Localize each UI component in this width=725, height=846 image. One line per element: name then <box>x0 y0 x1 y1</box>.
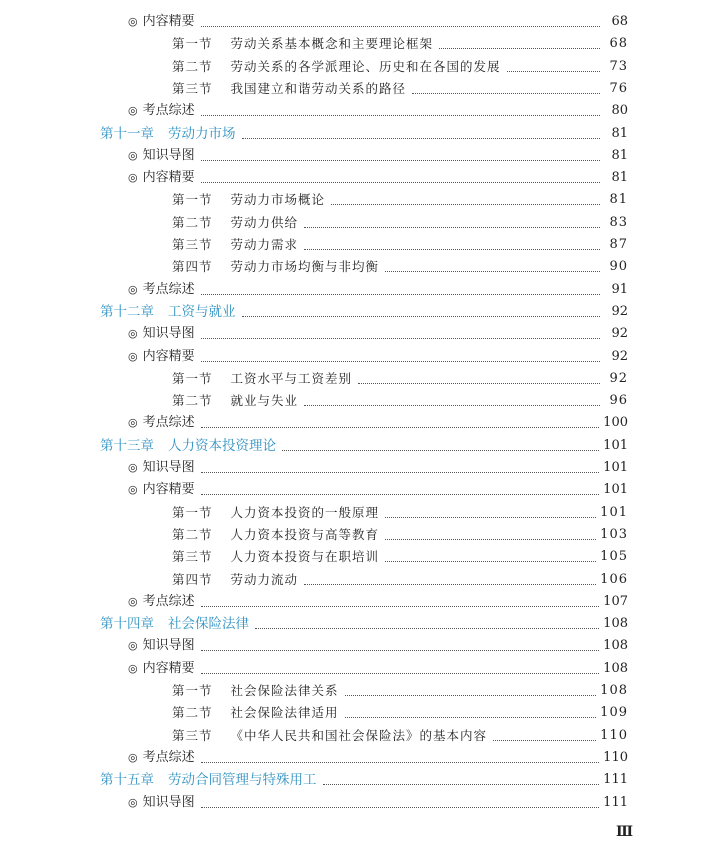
entry-page-number: 110 <box>600 727 628 743</box>
entry-page-number: 105 <box>600 549 628 565</box>
page-number: Ⅲ <box>616 824 633 840</box>
entry-number: 第三节 <box>172 549 213 565</box>
entry-page-number: 92 <box>609 370 628 386</box>
entry-page-number: 68 <box>611 14 628 29</box>
dot-leader <box>201 181 600 183</box>
entry-title: 考点综述 <box>142 593 195 609</box>
entry-title: 考点综述 <box>142 103 195 119</box>
dot-leader <box>493 739 596 741</box>
entry-page-number: 100 <box>603 415 628 431</box>
toc-entry-item[interactable] <box>128 142 628 164</box>
entry-page-number: 87 <box>609 237 628 252</box>
dot-leader <box>201 649 600 651</box>
dot-leader <box>201 337 600 339</box>
entry-title: 社会保险法律 <box>168 616 249 633</box>
entry-title: 劳动合同管理与特殊用工 <box>168 772 317 789</box>
entry-number: 第二节 <box>172 705 213 721</box>
dot-leader <box>358 382 600 384</box>
entry-number: 第十四章 <box>100 616 154 633</box>
entry-number: 第二节 <box>172 214 213 230</box>
bullet-icon: ◎ <box>128 594 138 608</box>
dot-leader <box>385 560 596 562</box>
dot-leader <box>323 783 600 785</box>
toc-entry-item[interactable] <box>128 276 628 298</box>
toc-entry-section[interactable] <box>172 209 628 231</box>
toc-entry-section[interactable] <box>172 387 628 409</box>
bullet-icon: ◎ <box>128 750 138 764</box>
entry-page-number: 110 <box>603 749 628 765</box>
toc-entry-item[interactable] <box>128 97 628 119</box>
toc-entry-item[interactable] <box>128 588 628 610</box>
entry-title: 劳动力供给 <box>230 214 299 230</box>
toc-entry-chapter[interactable] <box>100 766 628 788</box>
toc-entry-section[interactable] <box>172 521 628 543</box>
dot-leader <box>242 137 601 139</box>
entry-page-number: 101 <box>600 504 628 520</box>
entry-title: 考点综述 <box>142 281 195 297</box>
entry-number: 第十一章 <box>100 125 154 142</box>
entry-title: 社会保险法律适用 <box>230 705 339 721</box>
toc-entry-section[interactable] <box>172 30 628 52</box>
dot-leader <box>201 159 600 161</box>
entry-title: 知识导图 <box>142 794 195 810</box>
dot-leader <box>385 538 596 540</box>
dot-leader <box>201 293 600 295</box>
entry-number: 第一节 <box>172 370 213 386</box>
entry-title: 内容精要 <box>142 482 195 498</box>
entry-title: 《中华人民共和国社会保险法》的基本内容 <box>230 727 488 743</box>
bullet-icon: ◎ <box>128 171 138 185</box>
dot-leader <box>439 47 600 49</box>
toc-entry-section[interactable] <box>172 253 628 275</box>
entry-title: 社会保险法律关系 <box>230 683 339 698</box>
entry-number: 第一节 <box>172 192 213 208</box>
entry-page-number: 81 <box>611 170 628 186</box>
dot-leader <box>201 806 600 808</box>
entry-title: 人力资本投资的一般原理 <box>230 504 380 520</box>
entry-number: 第二节 <box>172 393 213 409</box>
entry-number: 第二节 <box>172 526 213 542</box>
toc-entry-item[interactable] <box>128 409 628 431</box>
entry-page-number: 90 <box>609 259 628 275</box>
entry-page-number: 92 <box>611 303 628 319</box>
entry-number: 第三节 <box>172 80 213 96</box>
entry-title: 知识导图 <box>142 326 195 342</box>
toc-entry-section[interactable] <box>172 677 628 699</box>
dot-leader <box>201 114 600 116</box>
toc-entry-section[interactable] <box>172 365 628 387</box>
entry-page-number: 103 <box>600 526 628 542</box>
dot-leader <box>304 248 600 250</box>
entry-title: 考点综述 <box>142 415 195 431</box>
dot-leader <box>201 605 600 607</box>
entry-title: 内容精要 <box>142 170 195 186</box>
entry-title: 我国建立和谐劳动关系的路径 <box>230 80 407 96</box>
entry-page-number: 81 <box>609 192 628 208</box>
entry-number: 第一节 <box>172 504 213 520</box>
toc-entry-item[interactable] <box>128 744 628 766</box>
dot-leader <box>201 493 600 495</box>
entry-page-number: 80 <box>611 103 628 119</box>
entry-title: 就业与失业 <box>230 393 299 409</box>
bullet-icon: ◎ <box>128 104 138 118</box>
entry-title: 知识导图 <box>142 638 195 654</box>
entry-title: 工资水平与工资差别 <box>230 370 353 386</box>
toc-entry-section[interactable] <box>172 53 628 75</box>
toc-entry-section[interactable] <box>172 543 628 565</box>
dot-leader <box>201 360 600 362</box>
dot-leader <box>304 404 600 406</box>
entry-number: 第三节 <box>172 237 213 252</box>
dot-leader <box>201 471 600 473</box>
entry-number: 第一节 <box>172 36 213 52</box>
entry-title: 知识导图 <box>142 460 195 475</box>
entry-title: 劳动力流动 <box>230 571 299 587</box>
entry-page-number: 92 <box>611 326 628 342</box>
toc-entry-item[interactable] <box>128 632 628 654</box>
entry-number: 第十五章 <box>100 772 154 789</box>
entry-page-number: 92 <box>611 348 628 364</box>
entry-page-number: 111 <box>603 794 628 810</box>
entry-number: 第十三章 <box>100 437 154 454</box>
entry-title: 劳动力市场 <box>168 125 236 142</box>
entry-title: 内容精要 <box>142 348 195 364</box>
entry-page-number: 106 <box>600 571 628 587</box>
entry-number: 第四节 <box>172 571 213 587</box>
entry-title: 人力资本投资与高等教育 <box>230 526 380 542</box>
toc-entry-chapter[interactable] <box>100 432 628 454</box>
dot-leader <box>201 761 600 763</box>
dot-leader <box>201 426 600 428</box>
dot-leader <box>201 672 600 674</box>
bullet-icon: ◎ <box>128 15 138 28</box>
entry-title: 劳动力市场概论 <box>230 192 326 208</box>
entry-page-number: 76 <box>609 80 628 96</box>
entry-title: 劳动力需求 <box>230 237 299 252</box>
toc-entry-item[interactable] <box>128 8 628 30</box>
entry-title: 人力资本投资与在职培训 <box>230 549 380 565</box>
entry-page-number: 73 <box>609 58 628 74</box>
entry-number: 第三节 <box>172 727 213 743</box>
entry-page-number: 68 <box>609 36 628 52</box>
entry-page-number: 91 <box>611 281 628 297</box>
entry-page-number: 101 <box>603 482 628 498</box>
dot-leader <box>331 203 600 205</box>
entry-number: 第十二章 <box>100 303 154 320</box>
entry-title: 知识导图 <box>142 147 195 163</box>
dot-leader <box>201 25 600 27</box>
toc-entry-section[interactable] <box>172 499 628 521</box>
dot-leader <box>242 315 601 317</box>
entry-title: 内容精要 <box>142 660 195 676</box>
entry-number: 第一节 <box>172 683 213 698</box>
entry-page-number: 108 <box>603 638 628 654</box>
entry-page-number: 108 <box>603 616 628 632</box>
bullet-icon: ◎ <box>128 795 138 809</box>
toc-entry-section[interactable] <box>172 75 628 97</box>
entry-page-number: 81 <box>611 147 628 163</box>
entry-page-number: 107 <box>603 593 628 609</box>
dot-leader <box>255 627 599 629</box>
entry-title: 劳动关系基本概念和主要理论框架 <box>230 36 434 52</box>
entry-page-number: 83 <box>609 214 628 230</box>
toc-entry-item[interactable] <box>128 343 628 365</box>
entry-page-number: 96 <box>609 393 628 409</box>
toc-entry-section[interactable] <box>172 231 628 253</box>
entry-number: 第二节 <box>172 58 213 74</box>
entry-title: 劳动力市场均衡与非均衡 <box>230 259 380 275</box>
toc-entry-section[interactable] <box>172 699 628 721</box>
toc-entry-section[interactable] <box>172 722 628 744</box>
dot-leader <box>304 226 600 228</box>
toc-entry-chapter[interactable] <box>100 120 628 142</box>
entry-page-number: 109 <box>600 705 628 721</box>
entry-title: 人力资本投资理论 <box>168 437 276 454</box>
toc-entry-item[interactable] <box>128 789 628 811</box>
toc-entry-chapter[interactable] <box>100 298 628 320</box>
toc-entry-section[interactable] <box>172 186 628 208</box>
bullet-icon: ◎ <box>128 349 138 363</box>
bullet-icon: ◎ <box>128 461 138 474</box>
toc-entry-item[interactable] <box>128 454 628 476</box>
toc-entry-item[interactable] <box>128 476 628 498</box>
dot-leader <box>345 694 597 696</box>
dot-leader <box>385 270 600 272</box>
entry-page-number: 101 <box>603 460 628 475</box>
dot-leader <box>304 583 596 585</box>
bullet-icon: ◎ <box>128 661 138 675</box>
dot-leader <box>345 716 597 718</box>
dot-leader <box>385 516 596 518</box>
entry-page-number: 108 <box>600 683 628 698</box>
dot-leader <box>412 92 600 94</box>
entry-title: 内容精要 <box>142 14 195 29</box>
entry-page-number: 108 <box>603 660 628 676</box>
entry-page-number: 111 <box>603 772 628 788</box>
entry-page-number: 101 <box>603 437 628 453</box>
entry-title: 劳动关系的各学派理论、历史和在各国的发展 <box>230 58 501 74</box>
toc-entry-item[interactable] <box>128 320 628 342</box>
toc-entry-chapter[interactable] <box>100 610 628 632</box>
bullet-icon: ◎ <box>128 416 138 430</box>
toc-entry-section[interactable] <box>172 566 628 588</box>
toc-entry-item[interactable] <box>128 164 628 186</box>
toc-entry-item[interactable] <box>128 655 628 677</box>
entry-page-number: 81 <box>611 125 628 141</box>
bullet-icon: ◎ <box>128 483 138 497</box>
dot-leader <box>507 70 600 72</box>
bullet-icon: ◎ <box>128 282 138 296</box>
entry-title: 工资与就业 <box>168 303 236 320</box>
entry-title: 考点综述 <box>142 749 195 765</box>
bullet-icon: ◎ <box>128 639 138 653</box>
dot-leader <box>282 449 599 451</box>
bullet-icon: ◎ <box>128 327 138 341</box>
entry-number: 第四节 <box>172 259 213 275</box>
bullet-icon: ◎ <box>128 148 138 162</box>
